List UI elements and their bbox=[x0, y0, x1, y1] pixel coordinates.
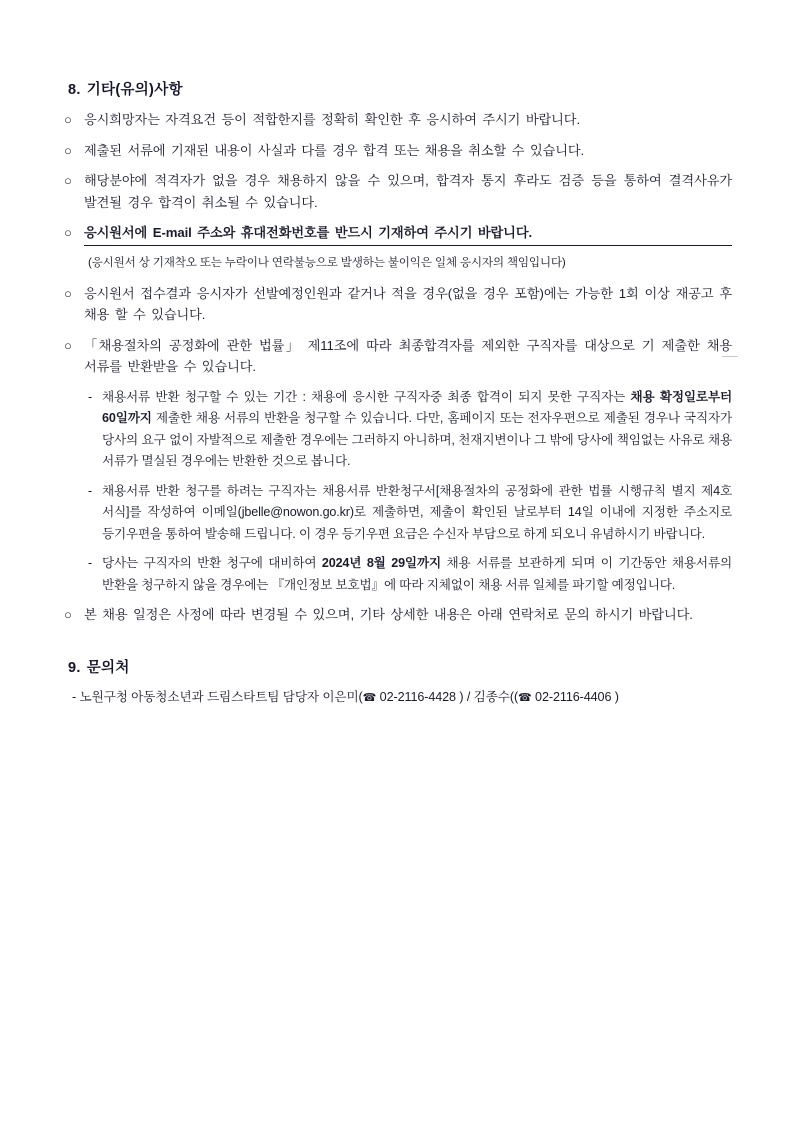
section-contact-title bbox=[68, 656, 732, 677]
list-item-email-required bbox=[62, 222, 732, 246]
contact-phone-2: 02-2116-4406 ) bbox=[531, 689, 619, 704]
sub-list-item-return-request bbox=[88, 481, 732, 546]
list-item-text: 「채용절차의 공정화에 관한 법률」 제11조에 따라 최종합격자를 제외한 구직자를 대상으로 기 제출한 채용 서류를 반환받을 수 있습니다. bbox=[84, 337, 732, 374]
sub-list-item-text bbox=[102, 553, 732, 596]
section-contact bbox=[62, 656, 732, 709]
contact-phone-1: 02-2116-4428 ) bbox=[376, 689, 464, 704]
section-other-title bbox=[68, 78, 732, 99]
sub-text-part: 채용 서류를 보관하게 되며 이 기간동안 채용서류의 반환을 청구하지 않을 경우에는 『개인정보 보호법』에 따라 지체없이 채용 서류 일체를 파기할 예정입니다. bbox=[102, 556, 732, 592]
list-item-schedule-change bbox=[62, 604, 732, 626]
section-contact-number: 9. bbox=[68, 659, 81, 676]
contact-prefix: 노원구청 아동청소년과 드림스타트팀 담당자 이은미( bbox=[79, 689, 363, 704]
sub-text-part: 당사는 구직자의 반환 청구에 대비하여 bbox=[102, 556, 322, 570]
dash-bullet-icon: - bbox=[72, 689, 77, 704]
dash-bullet-icon: - bbox=[88, 389, 93, 404]
section-other-number: 8. bbox=[68, 82, 81, 98]
circle-bullet-icon: ○ bbox=[64, 337, 72, 353]
circle-bullet-icon: ○ bbox=[64, 225, 72, 240]
sub-list-item-retention bbox=[88, 553, 732, 596]
sub-list bbox=[88, 387, 732, 597]
list-item-text: 응시희망자는 자격요건 등이 적합한지를 정확히 확인한 후 응시하여 주시기 바랍니다. bbox=[84, 112, 581, 127]
sub-text-part-bold: 2024년 8월 29일까지 bbox=[321, 556, 441, 570]
email-required-note: (응시원서 상 기재착오 또는 누락이나 연락불능으로 발생하는 불이익은 일체 응시자의 책임입니다) bbox=[88, 255, 566, 269]
contact-line bbox=[72, 687, 732, 709]
list-item bbox=[62, 170, 732, 213]
list-item bbox=[62, 109, 732, 131]
circle-bullet-icon: ○ bbox=[64, 285, 72, 301]
sub-list-item-text: 채용서류 반환 청구를 하려는 구직자는 채용서류 반환청구서[채용절차의 공정화에 관한 법률 시행규칙 별지 제4호 서식]를 작성하여 이메일(jbelle@nowon.go.kr)로 제출하면, 제출이 확인된 날로부터 14일 이내에 지정한 주소지로 등기우편을 통하여 발송해 드립니다. 이 경우 등기우편 요금은 수신자 부담으로 하게 되오니 유념하시기 바랍니다. bbox=[102, 483, 732, 541]
circle-bullet-icon: ○ bbox=[64, 173, 72, 188]
section-other-notes bbox=[62, 78, 732, 626]
sub-list-item-return-period bbox=[88, 387, 732, 473]
sub-text-part: 제출한 채용 서류의 반환을 청구할 수 있습니다. 다만, 홈페이지 또는 전자우편으로 제출된 경우나 국직자가 당사의 요구 없이 자발적으로 제출한 경우에는 그러하지 아니하며, 천재지변이나 그 밖에 당사에 책임없는 사유로 채용 서류가 멸실된 경우에는 반환한 것으로 봅니다. bbox=[102, 411, 732, 468]
list-item bbox=[62, 335, 732, 378]
page-margin-mark bbox=[722, 356, 738, 357]
list-item-text: 응시원서에 E-mail 주소와 휴대전화번호를 반드시 기재하여 주시기 바랍니다. bbox=[84, 222, 732, 246]
list-item-text: 응시원서 접수결과 응시자가 선발예정인원과 같거나 적을 경우(없을 경우 포함)에는 가능한 1회 이상 재공고 후 채용 할 수 있습니다. bbox=[84, 285, 732, 322]
circle-bullet-icon: ○ bbox=[64, 112, 72, 127]
circle-bullet-icon: ○ bbox=[64, 607, 72, 622]
telephone-icon: ☎ bbox=[362, 691, 377, 704]
sub-text-part-bold: 채용 확정일로부터 60일까지 bbox=[102, 389, 732, 425]
list-item bbox=[62, 283, 732, 326]
sub-text-part: 채용서류 반환 청구할 수 있는 기간 : 채용에 응시한 구직자중 최종 합격이 되지 못한 구직자는 bbox=[102, 389, 631, 404]
sub-list-item-text bbox=[102, 387, 732, 473]
dash-bullet-icon: - bbox=[88, 556, 93, 570]
list-item-text: 해당분야에 적격자가 없을 경우 채용하지 않을 수 있으며, 합격자 통지 후라도 검증 등을 통하여 결격사유가 발견될 경우 합격이 취소될 수 있습니다. bbox=[84, 173, 732, 210]
telephone-icon: ☎ bbox=[518, 691, 532, 704]
section-contact-heading: 문의처 bbox=[86, 659, 130, 676]
circle-bullet-icon: ○ bbox=[64, 142, 72, 158]
section-other-heading: 기타(유의)사항 bbox=[86, 82, 183, 98]
list-item bbox=[62, 140, 732, 162]
dash-bullet-icon: - bbox=[88, 483, 93, 498]
list-item-text: 본 채용 일정은 사정에 따라 변경될 수 있으며, 기타 상세한 내용은 아래 연락처로 문의 하시기 바랍니다. bbox=[84, 607, 693, 622]
contact-middle: / 김종수(( bbox=[463, 689, 519, 704]
list-item-text: 제출된 서류에 기재된 내용이 사실과 다를 경우 합격 또는 채용을 취소할 수 있습니다. bbox=[84, 142, 585, 158]
